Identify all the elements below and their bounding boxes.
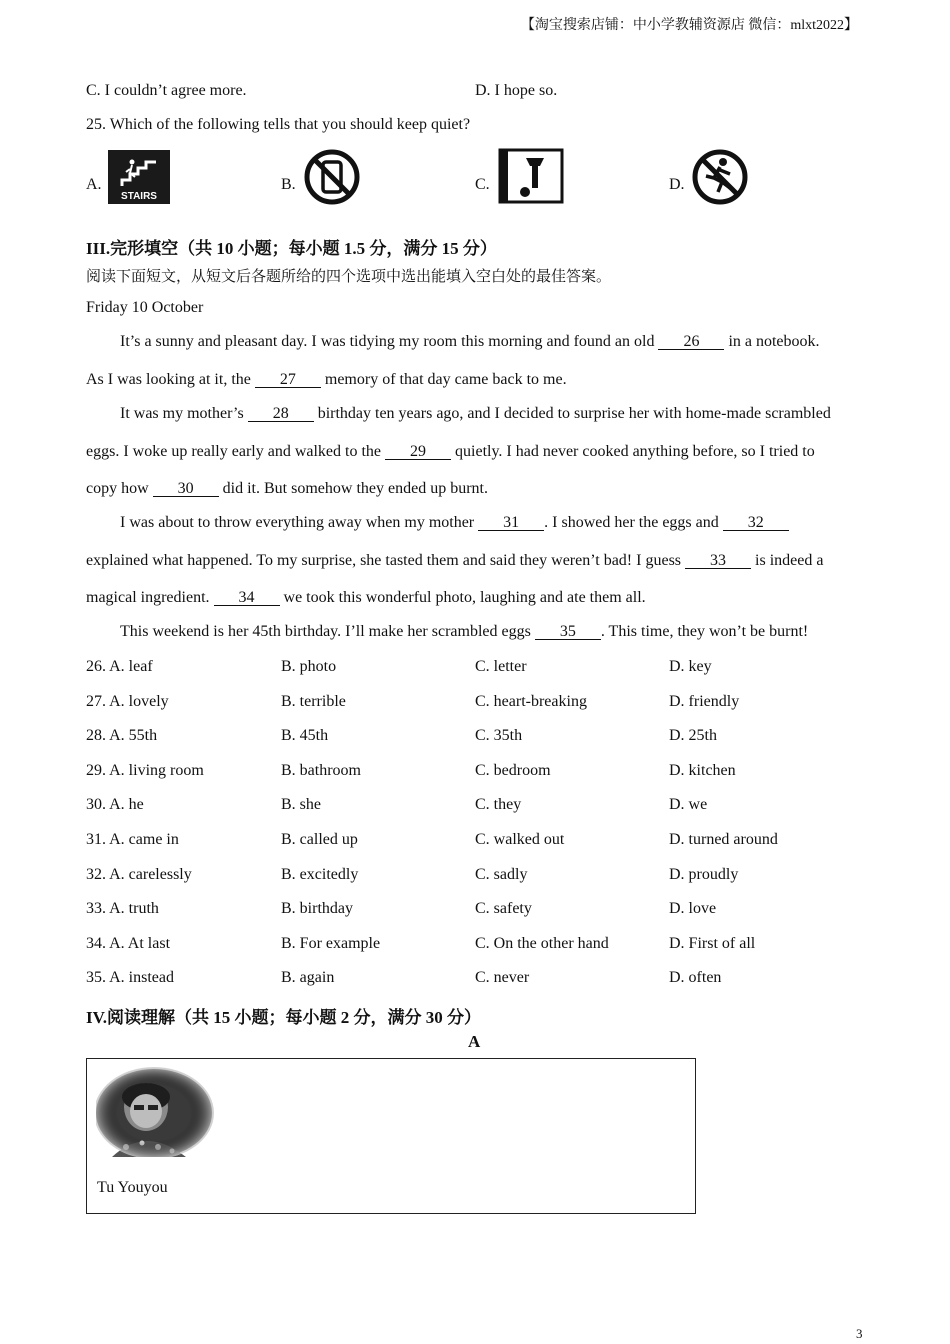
q25-label-c: C.: [475, 176, 490, 193]
q25-question: 25. Which of the following tells that you should keep quiet?: [86, 116, 471, 133]
q24-option-d: D. I hope so.: [475, 82, 558, 99]
passage-line-6: I was about to throw everything away when my mother 31 . I showed her the eggs and 32: [120, 514, 789, 532]
option-item: D. we: [669, 796, 708, 814]
option-item: B. she: [281, 796, 321, 814]
blank-32: 32: [723, 515, 789, 531]
q25-label-d: D.: [669, 176, 685, 193]
photo-caption: Tu Youyou: [97, 1179, 168, 1196]
option-item: 33. A. truth: [86, 900, 159, 918]
option-item: D. First of all: [669, 934, 756, 952]
option-item: 34. A. At last: [86, 934, 171, 952]
option-item: D. kitchen: [669, 761, 736, 779]
option-item: C. letter: [475, 658, 527, 675]
passage-part-label: A: [468, 1032, 481, 1051]
option-item: C. walked out: [475, 831, 565, 848]
passage-line-3: It was my mother’s 28 birthday ten years ago, and I decided to surprise her with home-made scrambled: [120, 405, 831, 422]
option-item: C. heart-breaking: [475, 692, 587, 710]
option-item: D. proudly: [669, 865, 739, 883]
option-item: B. called up: [281, 831, 358, 848]
option-item: D. 25th: [669, 727, 717, 745]
option-item: C. never: [475, 969, 530, 987]
option-item: 29. A. living room: [86, 761, 204, 779]
passage-line-1: It’s a sunny and pleasant day. I was tidying my room this morning and found an old 26 in a notebook.: [120, 333, 820, 350]
option-item: C. safety: [475, 900, 532, 918]
passage-line-9: This weekend is her 45th birthday. I’ll make her scrambled eggs 35 . This time, they won’t be burnt!: [120, 623, 809, 640]
q24-option-c: C. I couldn’t agree more.: [86, 82, 247, 99]
passage-line-5: copy how 30 did it. But somehow they ended up burnt.: [86, 480, 488, 497]
option-item: B. birthday: [281, 900, 353, 918]
option-item: D. love: [669, 900, 717, 918]
option-item: 27. A. lovely: [86, 692, 169, 710]
blank-26: 26: [658, 334, 724, 350]
stairs-text: STAIRS: [121, 191, 157, 202]
option-item: C. On the other hand: [475, 934, 609, 952]
passage-line-7: explained what happened. To my surprise, she tasted them and said they weren’t bad! I guess 33 is indeed a: [86, 552, 824, 569]
passage-line-8: magical ingredient. 34 we took this wonderful photo, laughing and ate them all.: [86, 589, 646, 606]
blank-30: 30: [153, 481, 219, 497]
option-item: 28. A. 55th: [86, 727, 158, 745]
blank-29: 29: [385, 444, 451, 460]
section3-instruction: 阅读下面短文，从短文后各题所给的四个选项中选出能填入空白处的最佳答案。: [86, 267, 612, 285]
option-item: D. key: [669, 658, 712, 675]
option-item: C. 35th: [475, 727, 523, 745]
page-number: 3: [856, 1326, 863, 1341]
option-item: 30. A. he: [86, 796, 144, 814]
option-item: B. excitedly: [281, 865, 359, 883]
passage-line-4: eggs. I woke up really early and walked to the 29 quietly. I had never cooked anything before, so I tried to: [86, 443, 815, 460]
option-item: C. sadly: [475, 865, 528, 883]
option-item: C. they: [475, 796, 522, 814]
q25-label-b: B.: [281, 176, 296, 193]
option-item: 35. A. instead: [86, 969, 174, 987]
passage-line-2: As I was looking at it, the 27 memory of that day came back to me.: [86, 371, 567, 388]
blank-28: 28: [248, 406, 314, 422]
option-item: B. photo: [281, 658, 337, 675]
diary-date: Friday 10 October: [86, 299, 204, 316]
option-item: 26. A. leaf: [86, 658, 153, 675]
option-item: C. bedroom: [475, 761, 551, 779]
option-item: D. friendly: [669, 692, 740, 710]
option-item: B. terrible: [281, 692, 346, 710]
option-item: B. again: [281, 969, 335, 987]
blank-34: 34: [214, 590, 280, 606]
option-item: D. often: [669, 969, 722, 987]
option-item: B. 45th: [281, 727, 329, 745]
no-running-sign-icon: [690, 148, 750, 206]
option-item: B. bathroom: [281, 761, 361, 779]
option-item: B. For example: [281, 934, 381, 952]
passage-a-box: [86, 1058, 696, 1214]
stairs-sign-icon: [108, 150, 170, 204]
page-header: 【淘宝搜索店铺：中小学教辅资源店 微信：mlxt2022】: [520, 18, 858, 33]
section4-title: IV.阅读理解（共 15 小题；每小题 2 分，满分 30 分）: [86, 1008, 481, 1027]
q25-label-a: A.: [86, 176, 102, 193]
option-item: 32. A. carelessly: [86, 865, 192, 883]
tu-youyou-photo: [96, 1067, 216, 1157]
no-phone-sign-icon: [303, 148, 361, 206]
blank-33: 33: [685, 553, 751, 569]
section3-title: III.完形填空（共 10 小题；每小题 1.5 分，满分 15 分）: [86, 239, 497, 258]
blank-35: 35: [535, 624, 601, 640]
light-sign-icon: [498, 148, 564, 204]
option-item: 31. A. came in: [86, 831, 179, 848]
option-item: D. turned around: [669, 831, 778, 848]
blank-27: 27: [255, 372, 321, 388]
blank-31: 31: [478, 515, 544, 531]
